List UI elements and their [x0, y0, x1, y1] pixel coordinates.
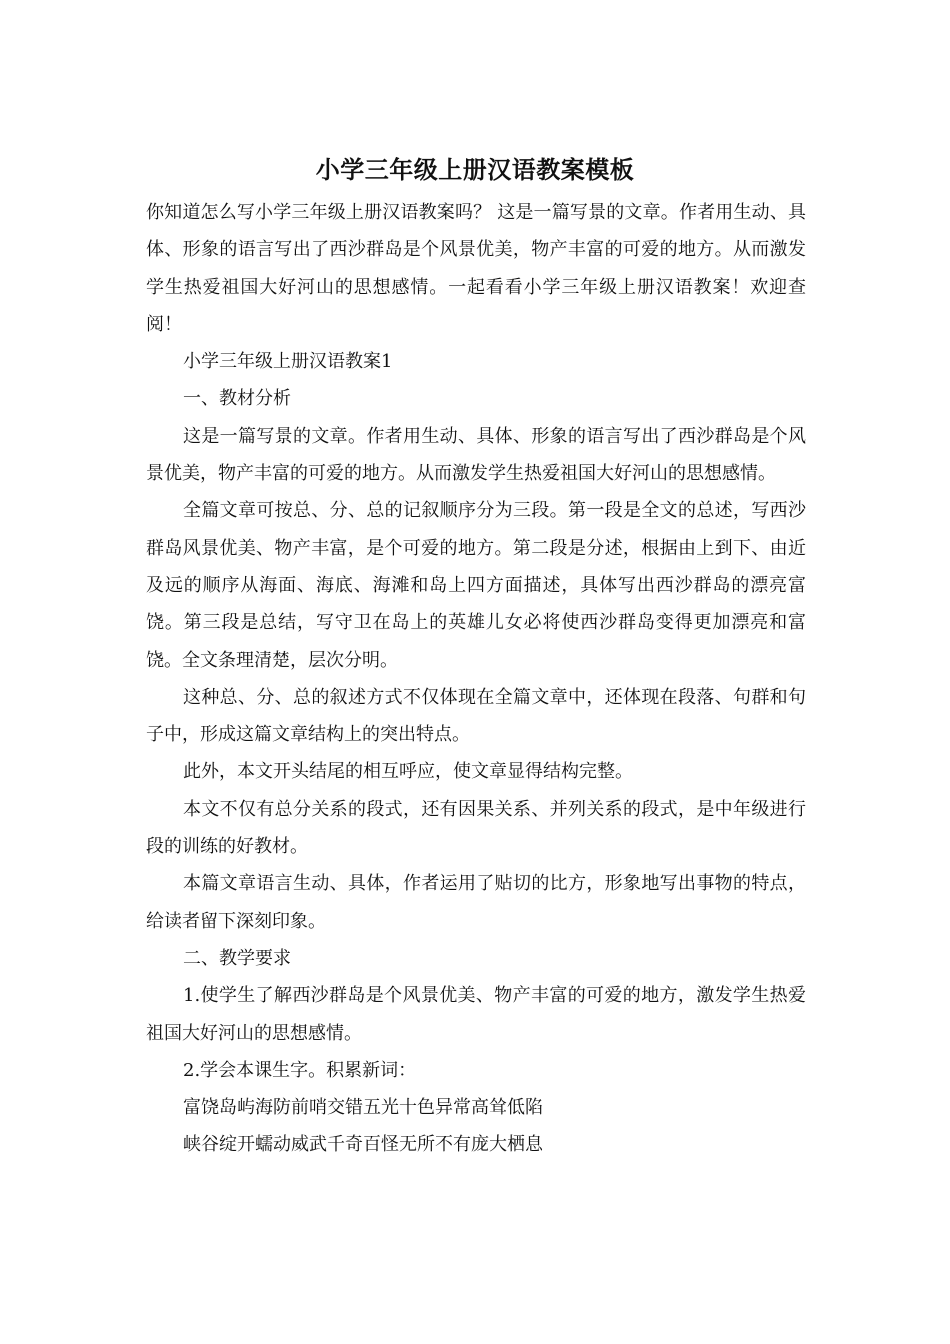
- body-paragraph: 本文不仅有总分关系的段式，还有因果关系、并列关系的段式，是中年级进行段的训练的好教材。: [146, 798, 806, 858]
- intro-paragraph: 你知道怎么写小学三年级上册汉语教案吗？ 这是一篇写景的文章。作者用生动、具体、形象的语言写出了西沙群岛是个风景优美，物产丰富的可爱的地方。从而激发学生热爱祖国大好河山的思想感情。一起看看小学三年级上册汉语教案！欢迎查阅！: [146, 202, 806, 335]
- document-body: [146, 194, 806, 1164]
- body-paragraph: 此外，本文开头结尾的相互呼应，使文章显得结构完整。: [183, 761, 633, 783]
- requirement-item: 2.学会本课生字。积累新词：: [183, 1059, 417, 1081]
- section-heading-analysis: 一、教材分析: [183, 388, 291, 410]
- body-paragraph: 这是一篇写景的文章。作者用生动、具体、形象的语言写出了西沙群岛是个风景优美，物产丰富的可爱的地方。从而激发学生热爱祖国大好河山的思想感情。: [146, 425, 806, 485]
- lesson-heading: 小学三年级上册汉语教案1: [183, 351, 393, 373]
- body-paragraph: 全篇文章可按总、分、总的记叙顺序分为三段。第一段是全文的总述，写西沙群岛风景优美、物产丰富，是个可爱的地方。第二段是分述，根据由上到下、由近及远的顺序从海面、海底、海滩和岛上四方面描述，具体写出西沙群岛的漂亮富饶。第三段是总结，写守卫在岛上的英雄儿女必将使西沙群岛变得更加漂亮和富饶。全文条理清楚，层次分明。: [146, 500, 806, 671]
- body-paragraph: 这种总、分、总的叙述方式不仅体现在全篇文章中，还体现在段落、句群和句子中，形成这篇文章结构上的突出特点。: [146, 686, 806, 746]
- document-title: 小学三年级上册汉语教案模板: [315, 156, 635, 184]
- section-heading-requirements: 二、教学要求: [183, 947, 291, 969]
- vocabulary-line: 峡谷绽开蠕动威武千奇百怪无所不有庞大栖息: [183, 1134, 543, 1156]
- requirement-item: 1.使学生了解西沙群岛是个风景优美、物产丰富的可爱的地方，激发学生热爱祖国大好河山的思想感情。: [146, 985, 806, 1044]
- vocabulary-line: 富饶岛屿海防前哨交错五光十色异常高耸低陷: [183, 1097, 543, 1119]
- body-paragraph: 本篇文章语言生动、具体，作者运用了贴切的比方，形象地写出事物的特点，给读者留下深刻印象。: [146, 873, 806, 932]
